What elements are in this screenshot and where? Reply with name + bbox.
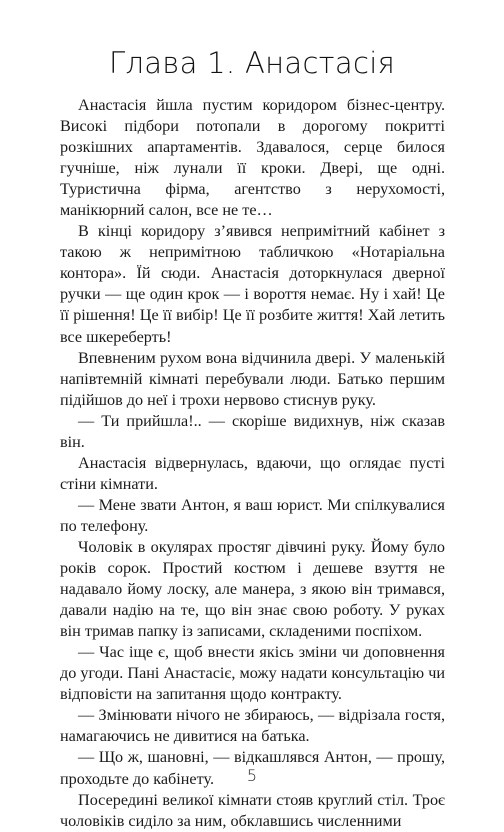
paragraph: Анастасія відвернулась, вдаючи, що оглядає пусті стіни кімнати.: [60, 453, 445, 493]
paragraph: — Час іще є, щоб внести якісь зміни чи доповнення до угоди. Пані Анастасіє, можу надати консультацію чи відповісти на запитання щодо контракту.: [60, 643, 445, 704]
paragraph: — Що ж, шановні, — відкашлявся Антон, — прошу, проходьте до кабінету.: [60, 748, 445, 788]
paragraph: Анастасія йшла пустим коридором бізнес-центру. Високі підбори потопали в дорогому покритті розкішних апартаментів. Здавалося, серце билося гучніше, ніж лунали її кроки. Двері, ще одні. Туристична фірма, агентство з нерухомості, манікюрний салон, все не те…: [60, 96, 445, 220]
paragraph: — Мене звати Антон, я ваш юрист. Ми спілкувалися по телефону.: [60, 495, 445, 535]
page-number: 5: [246, 766, 258, 785]
paragraph: — Змінювати нічого не збираюсь, — відрізала гостя, намагаючись не дивитися на батька.: [60, 706, 445, 746]
paragraph: Впевненим рухом вона відчинила двері. У маленькій напівтемній кімнаті перебували люди. Батько першим підійшов до неї і трохи нервово стиснув руку.: [60, 348, 445, 409]
paragraph: Чоловік в окулярах простяг дівчині руку. Йому було років сорок. Простий костюм і дешеве взуття не надавало йому лоску, але манера, з якою він тримався, давали надію на те, що він знає свою роботу. У руках він тримав папку із записами, складеними поспіхом.: [60, 537, 445, 641]
paragraph: В кінці коридору з’явився непримітний кабінет з такою ж непримітною табличкою «Нотаріальна контора». Їй сюди. Анастасія доторкнулася дверної ручки — ще один крок — і вороття немає. Ну і хай! Це її рішення! Це її вибір! Це її розбите життя! Хай летить все шкереберть!: [60, 222, 445, 346]
paragraph: — Ти прийшла!.. — скоріше видихнув, ніж сказав він.: [60, 411, 445, 451]
body-text: [60, 95, 445, 832]
chapter-title: Глава 1. Анастасія: [108, 46, 396, 80]
paragraph: Посередині великої кімнати стояв круглий стіл. Троє чоловіків сиділо за ним, обклавшись численними: [60, 790, 445, 830]
